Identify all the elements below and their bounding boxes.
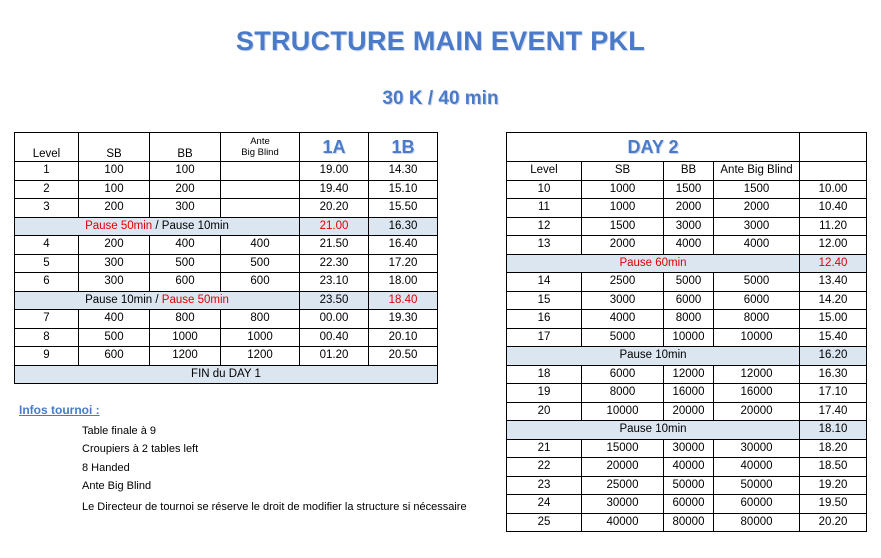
time-1b: 18.40 <box>369 291 438 310</box>
header-row <box>15 133 438 162</box>
time-1a: 00.00 <box>300 310 369 329</box>
sb-cell: 25000 <box>582 476 664 495</box>
bb-cell: 500 <box>150 254 221 273</box>
bb-cell: 1200 <box>150 347 221 366</box>
level-cell: 15 <box>507 291 582 310</box>
level-row <box>507 273 867 292</box>
level-row <box>507 328 867 347</box>
sb-cell: 200 <box>79 236 150 255</box>
footer-row <box>15 365 438 384</box>
time-1a: 23.50 <box>300 291 369 310</box>
day1-structure-table <box>14 132 438 384</box>
ante-cell: 1500 <box>714 180 800 199</box>
time-cell: 19.50 <box>800 495 867 514</box>
level-row <box>507 495 867 514</box>
level-cell: 7 <box>15 310 79 329</box>
time-1b: 14.30 <box>369 162 438 181</box>
level-cell: 5 <box>15 254 79 273</box>
pause-part-2: Pause 50min <box>161 293 229 306</box>
sb-cell: 6000 <box>582 365 664 384</box>
header-sb: SB <box>582 162 664 181</box>
time-cell: 18.50 <box>800 458 867 477</box>
time-cell: 16.30 <box>800 365 867 384</box>
bb-cell: 6000 <box>664 291 714 310</box>
time-1b: 15.50 <box>369 199 438 218</box>
level-cell: 17 <box>507 328 582 347</box>
time-cell: 18.20 <box>800 439 867 458</box>
header-sb: SB <box>79 133 150 162</box>
time-1a: 22.30 <box>300 254 369 273</box>
ante-cell: 600 <box>221 273 300 292</box>
header-ante: Ante Big Blind <box>221 133 300 162</box>
level-row <box>15 199 438 218</box>
level-cell: 22 <box>507 458 582 477</box>
level-cell: 16 <box>507 310 582 329</box>
time-1b: 17.20 <box>369 254 438 273</box>
day2-structure-table <box>506 132 867 532</box>
ante-cell: 6000 <box>714 291 800 310</box>
ante-cell: 20000 <box>714 402 800 421</box>
ante-cell: 40000 <box>714 458 800 477</box>
pause-row <box>507 254 867 273</box>
bb-cell: 10000 <box>664 328 714 347</box>
level-cell: 6 <box>15 273 79 292</box>
time-1b: 18.00 <box>369 273 438 292</box>
bb-cell: 16000 <box>664 384 714 403</box>
info-line: 8 Handed <box>82 462 130 474</box>
ante-cell: 30000 <box>714 439 800 458</box>
pause-row <box>507 421 867 440</box>
level-cell: 19 <box>507 384 582 403</box>
level-cell: 2 <box>15 180 79 199</box>
header-ante: Ante Big Blind <box>714 162 800 181</box>
level-cell: 20 <box>507 402 582 421</box>
sb-cell: 400 <box>79 310 150 329</box>
level-row <box>507 199 867 218</box>
pause-label: Pause 10min <box>507 421 800 440</box>
ante-cell: 16000 <box>714 384 800 403</box>
level-cell: 4 <box>15 236 79 255</box>
time-1a: 20.20 <box>300 199 369 218</box>
ante-cell: 4000 <box>714 236 800 255</box>
time-1b: 20.10 <box>369 328 438 347</box>
sb-cell: 5000 <box>582 328 664 347</box>
level-row <box>15 328 438 347</box>
level-row <box>15 254 438 273</box>
level-cell: 11 <box>507 199 582 218</box>
pause-part-1: Pause 50min <box>85 219 153 232</box>
sb-cell: 20000 <box>582 458 664 477</box>
header-level: Level <box>15 133 79 162</box>
level-row <box>507 402 867 421</box>
ante-cell: 8000 <box>714 310 800 329</box>
level-cell: 24 <box>507 495 582 514</box>
bb-cell: 80000 <box>664 513 714 532</box>
header-flight-1b: 1B <box>369 133 438 162</box>
time-cell: 19.20 <box>800 476 867 495</box>
level-row <box>507 365 867 384</box>
ante-cell: 60000 <box>714 495 800 514</box>
pause-row <box>507 347 867 366</box>
level-row <box>15 273 438 292</box>
bb-cell: 400 <box>150 236 221 255</box>
level-cell: 10 <box>507 180 582 199</box>
pause-separator: / <box>152 293 162 306</box>
time-cell: 17.40 <box>800 402 867 421</box>
ante-cell <box>221 162 300 181</box>
page-title: STRUCTURE MAIN EVENT PKL <box>235 26 646 56</box>
header-bb: BB <box>150 133 221 162</box>
header-flight-1a: 1A <box>300 133 369 162</box>
info-line: Le Directeur de tournoi se réserve le droit de modifier la structure si nécessaire <box>82 501 467 513</box>
sb-cell: 600 <box>79 347 150 366</box>
bb-cell: 60000 <box>664 495 714 514</box>
level-cell: 23 <box>507 476 582 495</box>
level-row <box>15 310 438 329</box>
ante-cell: 80000 <box>714 513 800 532</box>
time-cell: 11.20 <box>800 217 867 236</box>
sb-cell: 15000 <box>582 439 664 458</box>
time-1b: 19.30 <box>369 310 438 329</box>
header-bb: BB <box>664 162 714 181</box>
day2-title-empty <box>800 133 867 162</box>
bb-cell: 800 <box>150 310 221 329</box>
ante-cell: 3000 <box>714 217 800 236</box>
level-row <box>15 347 438 366</box>
bb-cell: 1500 <box>664 180 714 199</box>
day2-header-row <box>507 162 867 181</box>
pause-row <box>15 291 438 310</box>
level-cell: 12 <box>507 217 582 236</box>
level-row <box>15 236 438 255</box>
bb-cell: 300 <box>150 199 221 218</box>
pause-separator: / <box>152 219 162 232</box>
bb-cell: 50000 <box>664 476 714 495</box>
bb-cell: 5000 <box>664 273 714 292</box>
time-cell: 15.40 <box>800 328 867 347</box>
sb-cell: 1500 <box>582 217 664 236</box>
bb-cell: 20000 <box>664 402 714 421</box>
bb-cell: 3000 <box>664 217 714 236</box>
level-cell: 21 <box>507 439 582 458</box>
level-row <box>507 217 867 236</box>
time-cell: 12.40 <box>800 254 867 273</box>
level-cell: 14 <box>507 273 582 292</box>
ante-cell: 400 <box>221 236 300 255</box>
time-1b: 16.30 <box>369 217 438 236</box>
ante-cell <box>221 180 300 199</box>
pause-part-2: Pause 10min <box>161 219 229 232</box>
level-row <box>507 384 867 403</box>
sb-cell: 2000 <box>582 236 664 255</box>
time-cell: 18.10 <box>800 421 867 440</box>
ante-cell: 800 <box>221 310 300 329</box>
level-row <box>507 476 867 495</box>
page-subtitle: 30 K / 40 min <box>382 88 499 109</box>
level-cell: 1 <box>15 162 79 181</box>
time-cell: 10.00 <box>800 180 867 199</box>
sb-cell: 40000 <box>582 513 664 532</box>
level-row <box>15 162 438 181</box>
level-row <box>15 180 438 199</box>
header-time-empty <box>800 162 867 181</box>
time-cell: 15.00 <box>800 310 867 329</box>
sb-cell: 30000 <box>582 495 664 514</box>
time-1b: 16.40 <box>369 236 438 255</box>
header-level: Level <box>507 162 582 181</box>
pause-row <box>15 217 438 236</box>
sb-cell: 8000 <box>582 384 664 403</box>
time-1a: 23.10 <box>300 273 369 292</box>
sb-cell: 4000 <box>582 310 664 329</box>
time-1b: 20.50 <box>369 347 438 366</box>
ante-cell <box>221 199 300 218</box>
level-row <box>507 310 867 329</box>
level-row <box>507 513 867 532</box>
level-cell: 8 <box>15 328 79 347</box>
time-cell: 13.40 <box>800 273 867 292</box>
pause-label: Pause 60min <box>507 254 800 273</box>
sb-cell: 200 <box>79 199 150 218</box>
bb-cell: 4000 <box>664 236 714 255</box>
time-cell: 12.00 <box>800 236 867 255</box>
time-1a: 19.00 <box>300 162 369 181</box>
bb-cell: 100 <box>150 162 221 181</box>
time-1a: 21.00 <box>300 217 369 236</box>
time-1b: 15.10 <box>369 180 438 199</box>
day2-title-row <box>507 133 867 162</box>
bb-cell: 8000 <box>664 310 714 329</box>
ante-cell: 1000 <box>221 328 300 347</box>
bb-cell: 600 <box>150 273 221 292</box>
ante-cell: 2000 <box>714 199 800 218</box>
sb-cell: 500 <box>79 328 150 347</box>
bb-cell: 30000 <box>664 439 714 458</box>
bb-cell: 12000 <box>664 365 714 384</box>
day2-title: DAY 2 <box>507 133 800 162</box>
bb-cell: 2000 <box>664 199 714 218</box>
level-row <box>507 439 867 458</box>
ante-cell: 500 <box>221 254 300 273</box>
time-cell: 16.20 <box>800 347 867 366</box>
bb-cell: 40000 <box>664 458 714 477</box>
level-row <box>507 291 867 310</box>
time-cell: 14.20 <box>800 291 867 310</box>
ante-cell: 12000 <box>714 365 800 384</box>
level-cell: 18 <box>507 365 582 384</box>
info-line: Table finale à 9 <box>82 425 156 437</box>
level-cell: 3 <box>15 199 79 218</box>
level-cell: 9 <box>15 347 79 366</box>
level-row <box>507 236 867 255</box>
time-1a: 01.20 <box>300 347 369 366</box>
infos-tournoi-title: Infos tournoi : <box>19 403 100 417</box>
sb-cell: 300 <box>79 254 150 273</box>
level-row <box>507 458 867 477</box>
info-line: Ante Big Blind <box>82 480 152 492</box>
bb-cell: 1000 <box>150 328 221 347</box>
sb-cell: 10000 <box>582 402 664 421</box>
sb-cell: 3000 <box>582 291 664 310</box>
pause-label <box>15 217 300 236</box>
sb-cell: 300 <box>79 273 150 292</box>
time-1a: 21.50 <box>300 236 369 255</box>
sb-cell: 100 <box>79 162 150 181</box>
level-cell: 13 <box>507 236 582 255</box>
sb-cell: 100 <box>79 180 150 199</box>
ante-cell: 10000 <box>714 328 800 347</box>
sb-cell: 1000 <box>582 180 664 199</box>
ante-cell: 5000 <box>714 273 800 292</box>
time-1a: 19.40 <box>300 180 369 199</box>
level-row <box>507 180 867 199</box>
pause-part-1: Pause 10min <box>85 293 153 306</box>
ante-cell: 1200 <box>221 347 300 366</box>
sb-cell: 2500 <box>582 273 664 292</box>
time-cell: 10.40 <box>800 199 867 218</box>
time-cell: 17.10 <box>800 384 867 403</box>
pause-label <box>15 291 300 310</box>
info-line: Croupiers à 2 tables left <box>82 443 199 455</box>
bb-cell: 200 <box>150 180 221 199</box>
level-cell: 25 <box>507 513 582 532</box>
pause-label: Pause 10min <box>507 347 800 366</box>
fin-day1-label: FIN du DAY 1 <box>15 365 438 384</box>
ante-cell: 50000 <box>714 476 800 495</box>
time-cell: 20.20 <box>800 513 867 532</box>
sb-cell: 1000 <box>582 199 664 218</box>
time-1a: 00.40 <box>300 328 369 347</box>
